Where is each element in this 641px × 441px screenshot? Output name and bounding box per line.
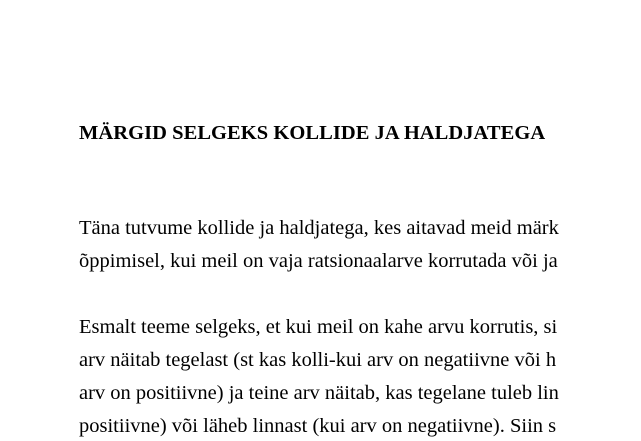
paragraph-2-line-4: positiivne) või läheb linnast (kui arv on negatiivne). Siin s [79, 415, 557, 437]
paragraph-2-line-2: arv näitab tegelast (st kas kolli-kui arv on negatiivne või h [79, 349, 557, 371]
paragraph-2-line-1: Esmalt teeme selgeks, et kui meil on kahe arvu korrutis, si [79, 316, 558, 338]
paragraph-2-line-3: arv on positiivne) ja teine arv näitab, kas tegelane tuleb lin [79, 382, 559, 404]
paragraph-1-line-2: õppimisel, kui meil on vaja ratsionaalarve korrutada või ja [79, 250, 558, 272]
document-title: MÄRGID SELGEKS KOLLIDE JA HALDJATEGA [79, 122, 546, 144]
paragraph-1-line-1: Täna tutvume kollide ja haldjatega, kes aitavad meid märk [79, 217, 559, 239]
